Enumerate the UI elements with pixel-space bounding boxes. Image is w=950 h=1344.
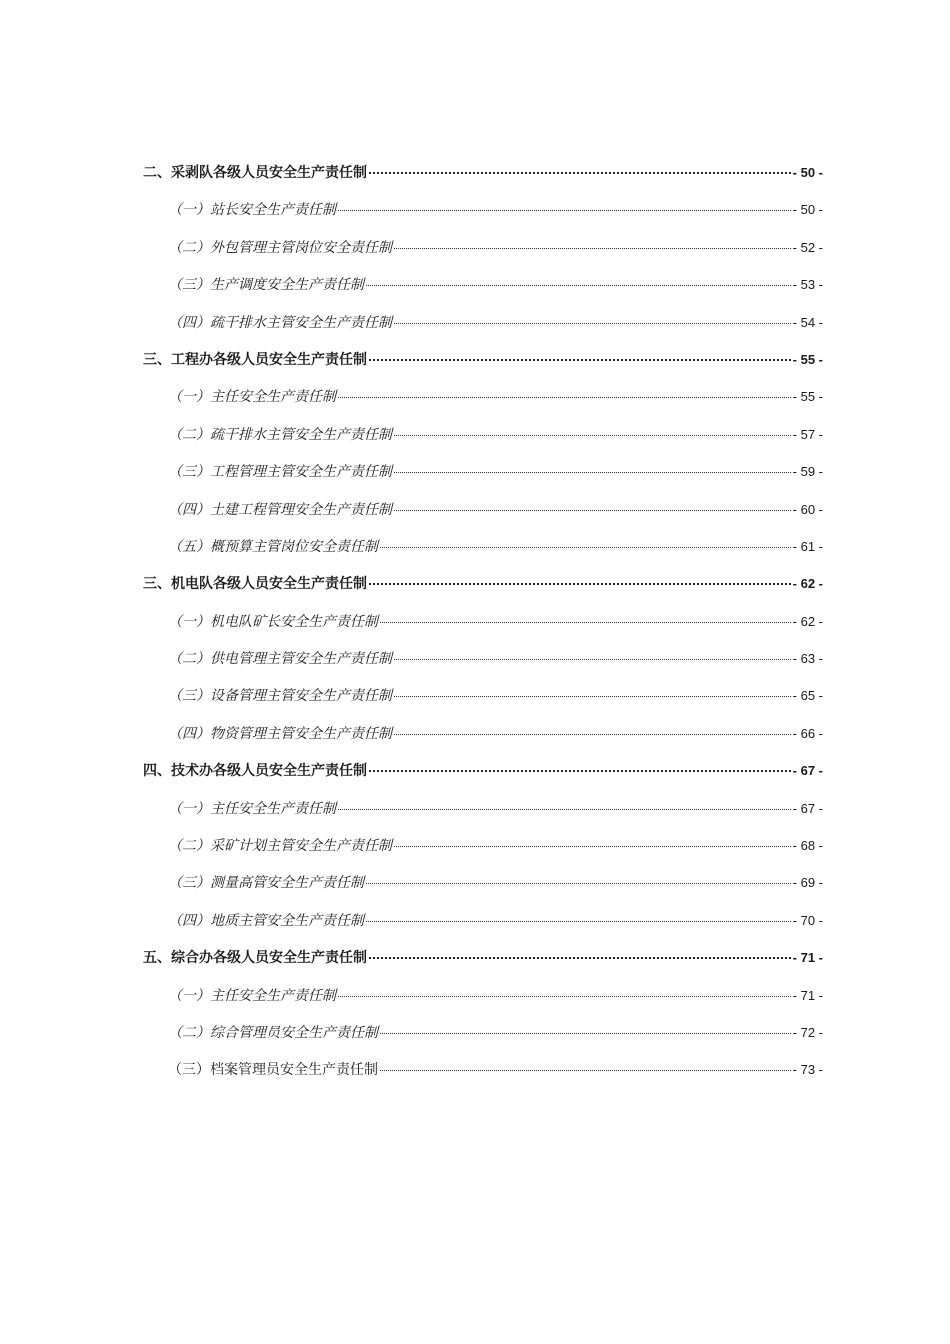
toc-section-entry[interactable] (143, 160, 823, 197)
toc-subsection-entry[interactable] (143, 422, 823, 459)
toc-page-number: - 71 - (792, 987, 823, 1003)
toc-subsection-entry[interactable] (143, 1057, 823, 1094)
toc-dot-leader (369, 359, 791, 361)
toc-page-number: - 55 - (792, 389, 823, 405)
toc-page-number: - 61 - (792, 538, 823, 554)
toc-subsection-entry[interactable] (143, 197, 823, 234)
toc-subsection-entry[interactable] (143, 609, 823, 646)
toc-section-entry[interactable] (143, 571, 823, 608)
toc-entry-title: （三）工程管理主管安全生产责任制 (168, 464, 392, 481)
toc-dot-leader (394, 323, 791, 324)
toc-dot-leader (394, 696, 791, 697)
toc-entry-title: （三）档案管理员安全生产责任制 (168, 1062, 378, 1079)
toc-entry-title: （一）主任安全生产责任制 (168, 987, 336, 1004)
toc-entry-title: （三）生产调度安全生产责任制 (168, 277, 364, 294)
toc-page-number: - 55 - (792, 351, 823, 367)
toc-dot-leader (394, 734, 791, 735)
toc-dot-leader (380, 547, 791, 548)
toc-dot-leader (369, 770, 791, 772)
toc-dot-leader (380, 622, 791, 623)
toc-entry-title: （四）物资管理主管安全生产责任制 (168, 725, 392, 742)
toc-dot-leader (366, 285, 791, 286)
toc-subsection-entry[interactable] (143, 384, 823, 421)
toc-entry-title: 四、技术办各级人员安全生产责任制 (143, 763, 367, 780)
toc-dot-leader (366, 921, 791, 922)
toc-entry-title: （一）主任安全生产责任制 (168, 389, 336, 406)
toc-page-number: - 73 - (792, 1062, 823, 1078)
toc-entry-title: （四）地质主管安全生产责任制 (168, 912, 364, 929)
toc-dot-leader (394, 510, 791, 511)
toc-entry-title: （二）疏干排水主管安全生产责任制 (168, 426, 392, 443)
toc-dot-leader (380, 1070, 791, 1071)
toc-entry-title: 三、机电队各级人员安全生产责任制 (143, 576, 367, 593)
toc-dot-leader (369, 957, 791, 959)
toc-entry-title: （一）站长安全生产责任制 (168, 202, 336, 219)
toc-page-number: - 60 - (792, 501, 823, 517)
toc-subsection-entry[interactable] (143, 721, 823, 758)
toc-dot-leader (338, 210, 791, 211)
toc-entry-title: 二、采剥队各级人员安全生产责任制 (143, 165, 367, 181)
toc-dot-leader (394, 248, 791, 249)
toc-dot-leader (369, 583, 791, 585)
toc-entry-title: （五）概预算主管岗位安全责任制 (168, 538, 378, 555)
toc-dot-leader (394, 659, 791, 660)
toc-entry-title: 三、工程办各级人员安全生产责任制 (143, 351, 367, 368)
toc-dot-leader (369, 172, 791, 174)
toc-subsection-entry[interactable] (143, 497, 823, 534)
toc-entry-title: （四）土建工程管理安全生产责任制 (168, 501, 392, 518)
toc-dot-leader (394, 846, 791, 847)
toc-section-entry[interactable] (143, 758, 823, 795)
toc-page-number: - 67 - (792, 800, 823, 816)
toc-page-number: - 57 - (792, 426, 823, 442)
toc-page-number: - 68 - (792, 838, 823, 854)
toc-page-number: - 53 - (792, 277, 823, 293)
toc-page-number: - 52 - (792, 239, 823, 255)
toc-subsection-entry[interactable] (143, 833, 823, 870)
toc-page-number: - 59 - (792, 464, 823, 480)
toc-page-number: - 71 - (792, 950, 823, 966)
toc-dot-leader (338, 809, 791, 810)
toc-subsection-entry[interactable] (143, 683, 823, 720)
toc-dot-leader (338, 397, 791, 398)
toc-dot-leader (394, 472, 791, 473)
toc-page-number: - 72 - (792, 1024, 823, 1040)
toc-page-number: - 50 - (792, 202, 823, 218)
toc-dot-leader (366, 883, 791, 884)
toc-entry-title: （二）外包管理主管岗位安全责任制 (168, 239, 392, 256)
toc-subsection-entry[interactable] (143, 983, 823, 1020)
toc-entry-title: （二）供电管理主管安全生产责任制 (168, 651, 392, 668)
toc-subsection-entry[interactable] (143, 534, 823, 571)
toc-entry-title: （一）机电队矿长安全生产责任制 (168, 613, 378, 630)
toc-subsection-entry[interactable] (143, 310, 823, 347)
toc-page-number: - 66 - (792, 725, 823, 741)
toc-page-number: - 69 - (792, 875, 823, 891)
toc-entry-title: （三）设备管理主管安全生产责任制 (168, 688, 392, 705)
toc-entry-title: （二）采矿计划主管安全生产责任制 (168, 838, 392, 855)
toc-subsection-entry[interactable] (143, 908, 823, 945)
toc-entry-title: （三）测量高管安全生产责任制 (168, 875, 364, 892)
toc-page-number: - 67 - (792, 763, 823, 779)
toc-subsection-entry[interactable] (143, 272, 823, 309)
toc-page-number: - 54 - (792, 314, 823, 330)
toc-entry-title: （一）主任安全生产责任制 (168, 800, 336, 817)
table-of-contents (143, 160, 823, 1095)
toc-subsection-entry[interactable] (143, 796, 823, 833)
toc-subsection-entry[interactable] (143, 870, 823, 907)
toc-section-entry[interactable] (143, 347, 823, 384)
toc-page-number: - 62 - (792, 613, 823, 629)
toc-subsection-entry[interactable] (143, 1020, 823, 1057)
toc-page-number: - 50 - (792, 165, 823, 180)
toc-subsection-entry[interactable] (143, 459, 823, 496)
toc-dot-leader (380, 1033, 791, 1034)
toc-page-number: - 63 - (792, 651, 823, 667)
toc-page-number: - 70 - (792, 912, 823, 928)
toc-dot-leader (394, 435, 791, 436)
toc-subsection-entry[interactable] (143, 646, 823, 683)
toc-subsection-entry[interactable] (143, 235, 823, 272)
toc-entry-title: （四）疏干排水主管安全生产责任制 (168, 314, 392, 331)
toc-entry-title: （二）综合管理员安全生产责任制 (168, 1024, 378, 1041)
toc-page-number: - 65 - (792, 688, 823, 704)
toc-page-number: - 62 - (792, 576, 823, 592)
toc-dot-leader (338, 996, 791, 997)
toc-entry-title: 五、综合办各级人员安全生产责任制 (143, 950, 367, 967)
toc-section-entry[interactable] (143, 945, 823, 982)
